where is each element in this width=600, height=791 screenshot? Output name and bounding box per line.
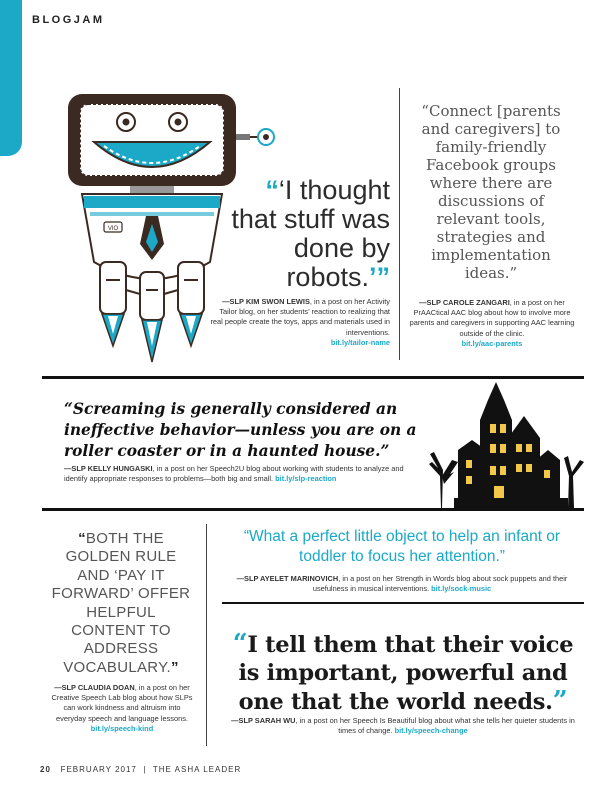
horizontal-rule [222, 602, 584, 604]
column-divider [206, 524, 207, 746]
quote-connect-parents: “Connect [parents and caregivers] to family-friendly Facebook groups where there are discussions of relevant tools, strategies and implementation ideas.” [421, 102, 561, 282]
attribution-text: , in a post on her PrAACtical AAC blog about how to involve more parents and caregivers in supporting AAC learning outside of the clinic. [409, 298, 575, 338]
robot-flames [102, 314, 202, 362]
quote-screaming: “Screaming is generally considered an ineffective behavior—unless you are on a roller coaster or in a haunted house.” [64, 400, 417, 460]
inner-open-mark: ‘ [278, 175, 285, 205]
column-divider [399, 88, 400, 360]
blog-link[interactable]: bit.ly/tailor-name [330, 337, 390, 347]
open-quote-mark: “ [232, 629, 248, 659]
attribution-text: , in a post on her Speech2U blog about working with students to analyze and identify appropriate responses to problems—both big and small. [64, 464, 404, 484]
issue-date: FEBRUARY 2017 [60, 765, 137, 774]
attribution-lewis [210, 297, 390, 348]
quote-text: BOTH THE GOLDEN RULE AND ‘PAY IT FORWARD’ OFFER HELPFUL CONTENT TO ADDRESS VOCABULARY. [51, 530, 191, 676]
footer-separator: | [143, 765, 147, 774]
quote-text: I thought that stuff was done by robots. [231, 175, 390, 292]
page-footer [40, 765, 241, 774]
attribution-text: , in a post on her Creative Speech Lab blog about how SLPs can work kindness and altruism into everyday speech and language lessons. [51, 683, 193, 723]
robot-head [68, 94, 274, 186]
close-quote-mark: ” [552, 686, 568, 716]
close-quote-mark: ’” [368, 262, 390, 292]
attribution-name: —SLP KIM SWON LEWIS [222, 297, 310, 306]
close-quote-mark: ” [170, 658, 179, 676]
quote-text: I tell them that their voice is important, powerful and one that the world needs. [238, 632, 574, 715]
attribution-name: —SLP AYELET MARINOVICH [236, 574, 339, 583]
attribution-text: , in a post on her Speech Is Beautiful blog about what she tells her quieter students in times of change. [295, 716, 575, 736]
blog-link[interactable]: bit.ly/sock-music [431, 584, 492, 594]
section-label: BLOGJAM [32, 14, 105, 26]
quote-perfect-object: “What a perfect little object to help an infant or toddler to focus her attention.” [243, 528, 561, 565]
attribution-name: —SLP CLAUDIA DOAN [54, 683, 135, 692]
blog-link[interactable]: bit.ly/speech-kind [90, 723, 154, 733]
attribution-doan [48, 683, 196, 734]
attribution-hungaski [64, 464, 424, 484]
quote-robots [226, 176, 390, 292]
attribution-zangari [404, 298, 580, 349]
quote-voice-important [222, 630, 584, 716]
haunted-house-illustration [428, 380, 586, 508]
horizontal-rule [42, 508, 584, 511]
attribution-wu [222, 716, 584, 736]
page-number: 20 [40, 765, 51, 774]
attribution-marinovich [222, 574, 582, 594]
attribution-name: —SLP KELLY HUNGASKI [64, 464, 153, 473]
blog-link[interactable]: bit.ly/speech-change [394, 726, 468, 736]
attribution-name: —SLP SARAH WU [231, 716, 296, 725]
open-quote-mark: “ [265, 175, 279, 205]
attribution-name: —SLP CAROLE ZANGARI [419, 298, 510, 307]
publication-name: THE ASHA LEADER [152, 765, 242, 774]
open-quote-mark: “ [78, 530, 86, 547]
blog-link[interactable]: bit.ly/slp-reaction [275, 474, 337, 484]
quote-golden-rule [50, 530, 192, 677]
blog-link[interactable]: bit.ly/aac-parents [461, 338, 523, 348]
attribution-text: , in a post on her Strength in Words blog about sock puppets and their usefulness in musical interventions. [312, 574, 568, 594]
horizontal-rule [42, 376, 584, 379]
attribution-text: , in a post on her Activity Tailor blog, on her students’ reaction to realizing that real people create the toys, apps and materials used in interventions. [210, 297, 390, 337]
section-tab [0, 0, 22, 156]
robot-badge-text: VIO [107, 226, 119, 232]
